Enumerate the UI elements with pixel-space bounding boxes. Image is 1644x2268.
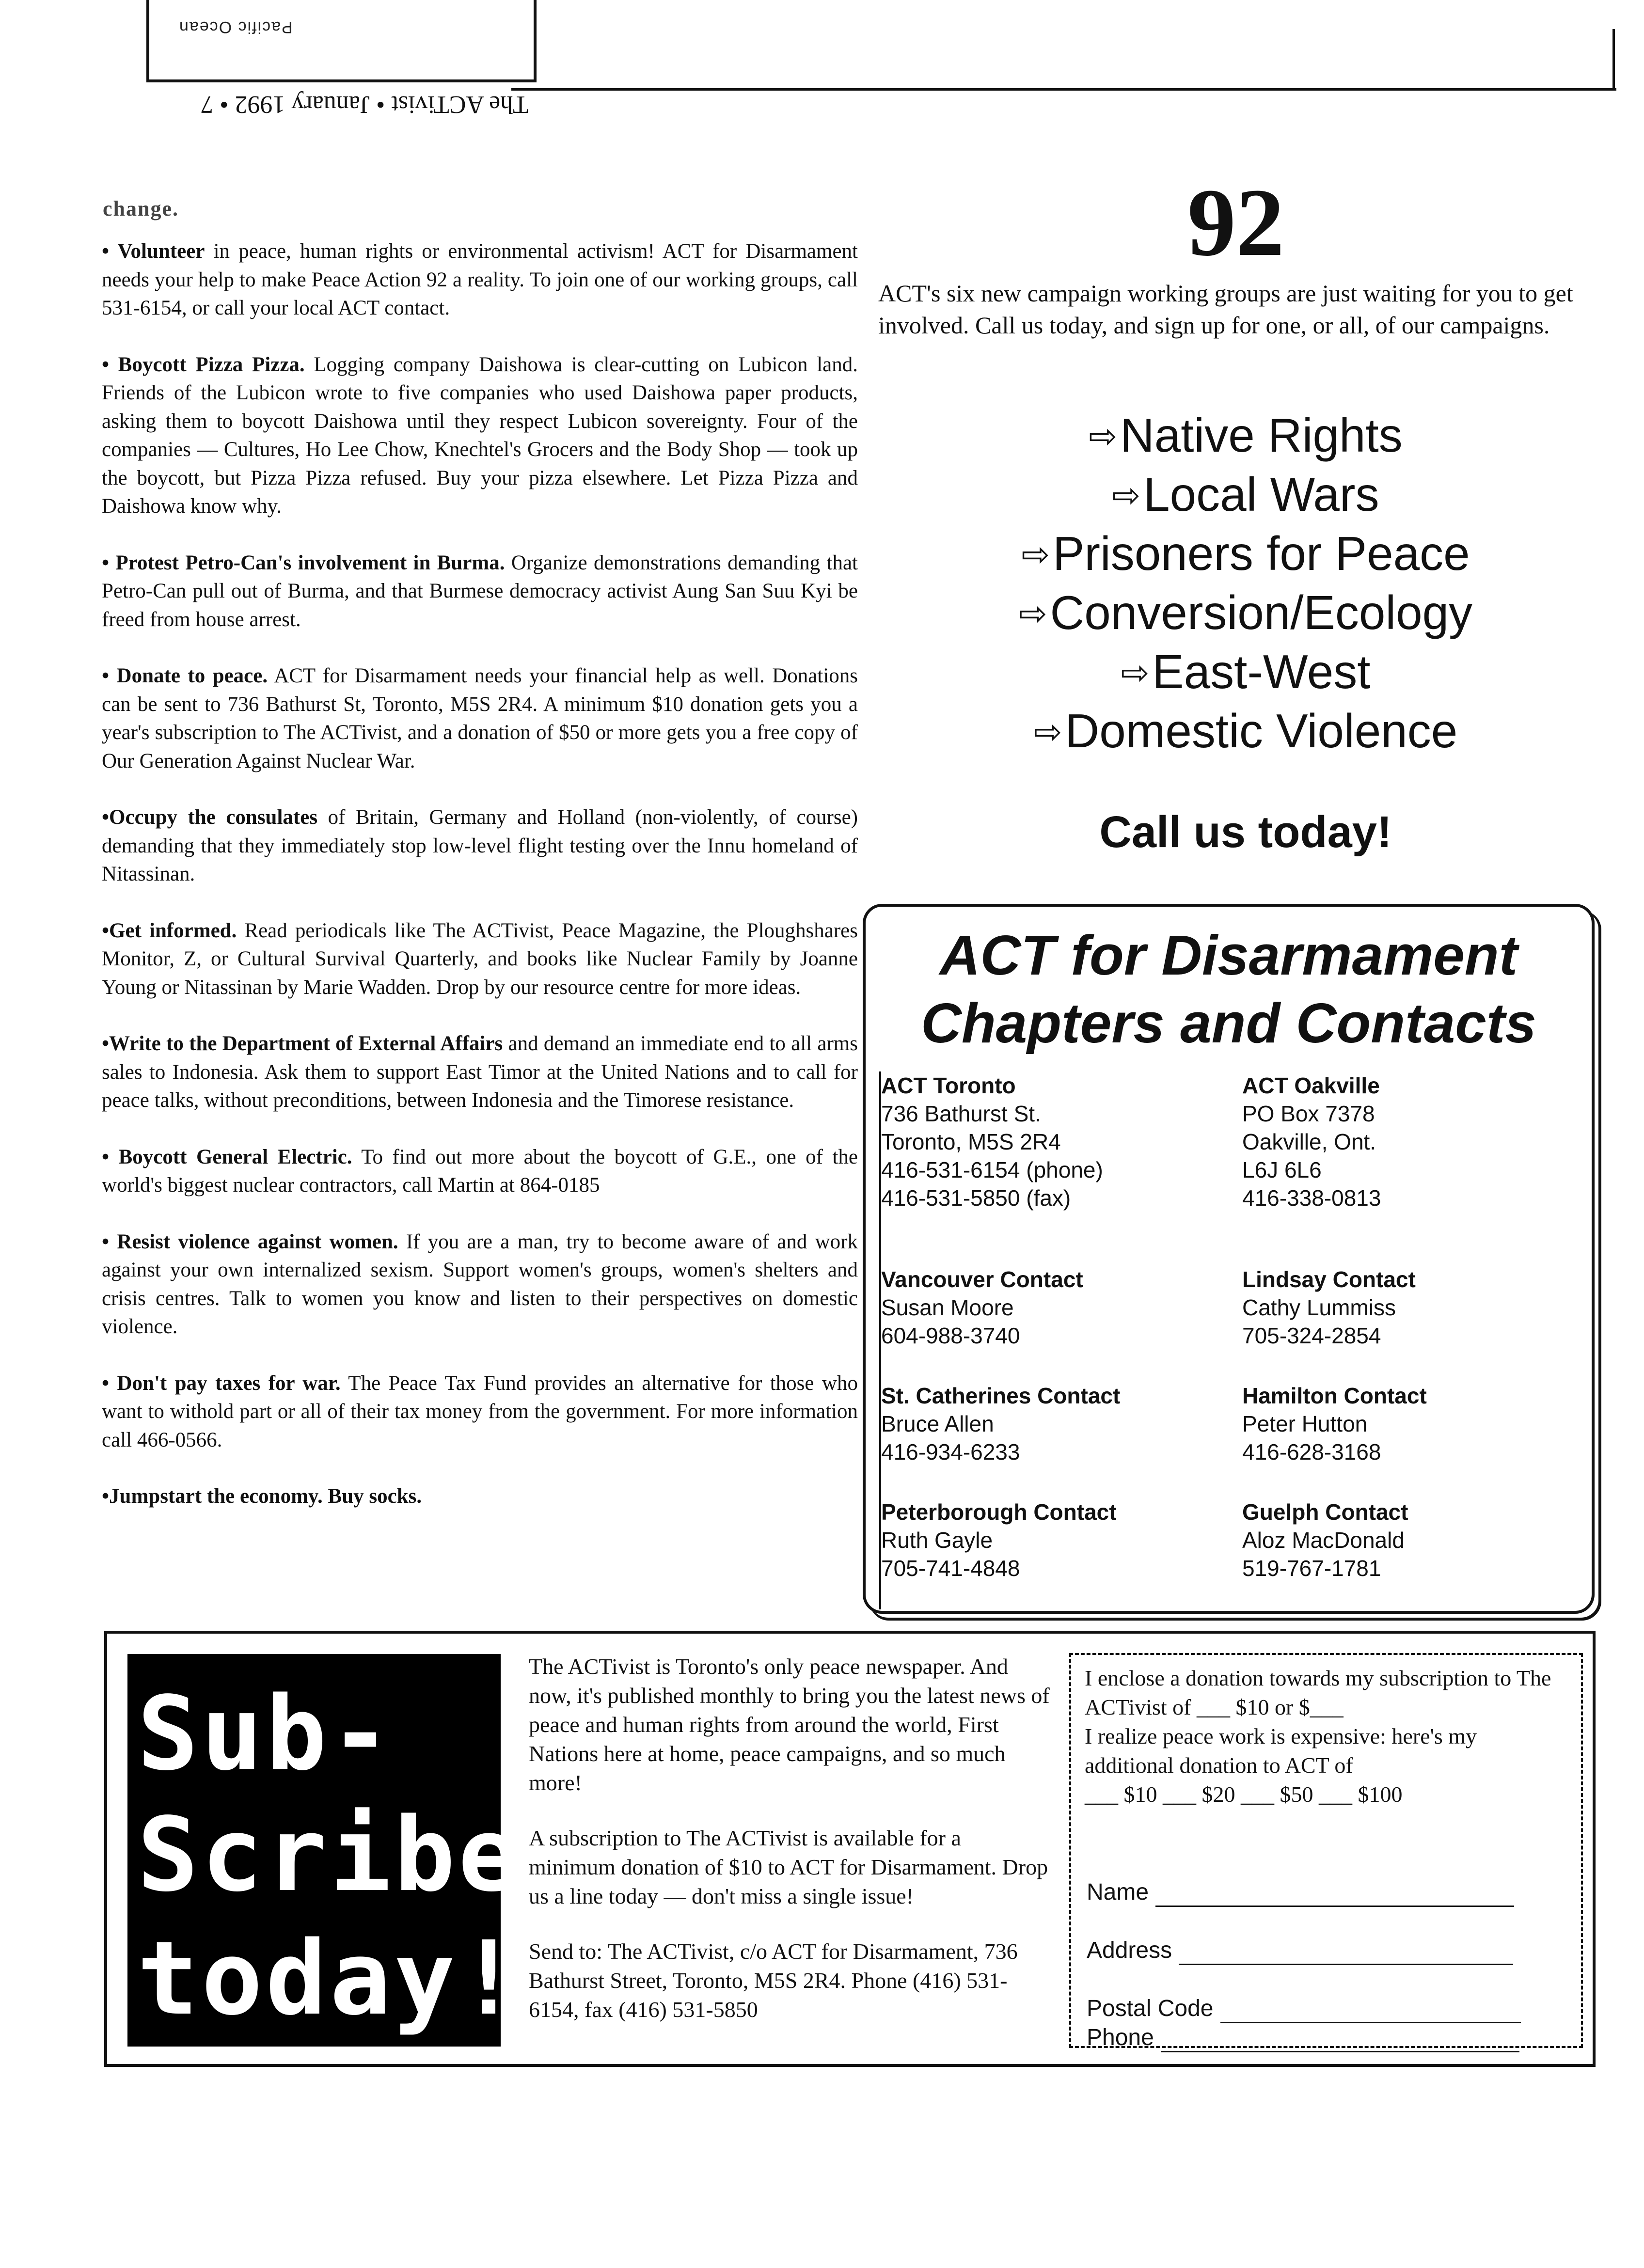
action-item: [102, 549, 858, 634]
action-item-heading: • Don't pay taxes for war.: [102, 1371, 341, 1395]
contact-name: St. Catherines Contact: [881, 1383, 1121, 1408]
form-name-row[interactable]: [1087, 1878, 1514, 1907]
arrow-right-icon: ⇨: [1089, 417, 1117, 455]
campaign-item: [882, 465, 1609, 524]
action-list: [102, 237, 858, 1539]
contact-entry: [1242, 1498, 1408, 1582]
contact-detail: Aloz MacDonald: [1242, 1528, 1405, 1553]
contact-entry: [881, 1265, 1083, 1350]
campaign-item: [882, 643, 1609, 702]
subscribe-send-to: Send to: The ACTivist, c/o ACT for Disarmament, 736 Bathurst Street, Toronto, M5S 2R4. Phone (416) 531-6154, fax (416) 531-5850: [529, 1939, 1018, 2022]
contact-entry: [1242, 1382, 1427, 1466]
action-item: [102, 351, 858, 521]
arrow-right-icon: ⇨: [1018, 595, 1047, 632]
contact-detail: 519-767-1781: [1242, 1556, 1381, 1581]
contact-detail: L6J 6L6: [1242, 1157, 1322, 1182]
contact-name: Lindsay Contact: [1242, 1267, 1416, 1292]
contact-detail: PO Box 7378: [1242, 1101, 1375, 1126]
campaign-item: [882, 702, 1609, 761]
form-postal-row[interactable]: [1087, 1994, 1521, 2023]
form-line-2: I realize peace work is expensive: here's my additional donation to ACT of: [1085, 1724, 1477, 1778]
form-line-1: I enclose a donation towards my subscription to The ACTivist of ___ $10 or $___: [1085, 1666, 1551, 1719]
action-item-heading: • Boycott General Electric.: [102, 1145, 352, 1168]
action-item: [102, 803, 858, 889]
form-phone-label: Phone: [1087, 2025, 1154, 2050]
contact-name: Hamilton Contact: [1242, 1383, 1427, 1408]
form-name-label: Name: [1087, 1879, 1149, 1905]
contact-detail: 416-628-3168: [1242, 1439, 1381, 1465]
subscribe-para-2: A subscription to The ACTivist is available for a minimum donation of $10 to ACT for Disarmament. Drop us a line today — don't miss a single issue!: [529, 1826, 1048, 1908]
action-item-heading: • Donate to peace.: [102, 664, 268, 687]
action-item-body: and demand an immediate end to all arms sales to Indonesia. Ask them to support East Timor at the United Nations and to call for peace talks, without preconditions, between Indonesia and the Timorese resistance.: [102, 1032, 858, 1112]
action-item-body: To find out more about the boycott of G.E., one of the world's biggest nuclear contractors, call Martin at 864-0185: [102, 1145, 858, 1197]
phone-field[interactable]: [1161, 2033, 1519, 2052]
big-number-92: 92: [1187, 169, 1284, 276]
top-right-rule: [1612, 29, 1615, 90]
contact-detail: Susan Moore: [881, 1295, 1014, 1320]
clipped-map-label: Pacific Ocean: [178, 18, 293, 36]
campaign-label: Domestic Violence: [1065, 704, 1458, 757]
form-phone-row[interactable]: [1087, 2023, 1519, 2052]
action-item-heading: •Write to the Department of External Affairs: [102, 1032, 503, 1055]
subscribe-graphic-line: Sub-: [137, 1674, 394, 1793]
contact-detail: 416-531-6154 (phone): [881, 1157, 1103, 1182]
campaign-label: Prisoners for Peace: [1053, 527, 1470, 580]
contact-detail: Toronto, M5S 2R4: [881, 1129, 1061, 1154]
postal-code-field[interactable]: [1220, 2004, 1521, 2023]
subscribe-para-1: The ACTivist is Toronto's only peace newspaper. And now, it's published monthly to bring you the latest news of peace and human rights from around the world, First Nations here at home, peace campaigns, and so much more!: [529, 1654, 1050, 1795]
contact-detail: Peter Hutton: [1242, 1411, 1368, 1436]
campaign-item: [882, 524, 1609, 583]
contact-entry: [881, 1382, 1120, 1466]
action-item-body: in peace, human rights or environmental activism! ACT for Disarmament needs your help to make Peace Action 92 a reality. To join one of our working groups, call 531-6154, or call your local ACT contact.: [102, 240, 858, 319]
subscribe-graphic: [127, 1654, 522, 2047]
action-item: [102, 1370, 858, 1455]
action-item-heading: • Volunteer: [102, 240, 205, 263]
arrow-right-icon: ⇨: [1112, 476, 1141, 514]
contact-detail: 416-934-6233: [881, 1439, 1020, 1465]
action-item-heading: • Resist violence against women.: [102, 1230, 398, 1253]
campaign-label: Conversion/Ecology: [1050, 586, 1473, 639]
contact-detail: 736 Bathurst St.: [881, 1101, 1041, 1126]
action-item: [102, 237, 858, 323]
header-rule: [511, 88, 1616, 91]
campaign-label: East-West: [1152, 645, 1371, 698]
action-item-body: of Britain, Germany and Holland (non-violently, of course) demanding that they immediately stop low-level flight testing over the Innu homeland of Nitassinan.: [102, 806, 858, 885]
contact-name: Guelph Contact: [1242, 1499, 1408, 1525]
call-us-today: Call us today!: [1099, 807, 1392, 857]
contact-name: ACT Toronto: [881, 1073, 1016, 1098]
contacts-title: [866, 921, 1592, 1057]
campaign-item: [882, 406, 1609, 465]
cut-off-word: change.: [103, 197, 179, 220]
form-amounts[interactable]: ___ $10 ___ $20 ___ $50 ___ $100: [1085, 1782, 1403, 1807]
action-item-heading: •Get informed.: [102, 919, 237, 942]
action-item-body: Read periodicals like The ACTivist, Peace Magazine, the Ploughshares Monitor, Z, or Cultural Survival Quarterly, and books like Nuclear Family by Joanne Young or Nitassinan by Marie Wadden. Drop by our resource centre for more ideas.: [102, 919, 858, 999]
contact-detail: Bruce Allen: [881, 1411, 994, 1436]
subscribe-box: [104, 1631, 1596, 2067]
action-item-heading: •Jumpstart the economy. Buy socks.: [102, 1485, 422, 1508]
contact-entry: [881, 1071, 1103, 1212]
campaigns-intro: ACT's six new campaign working groups are just waiting for you to get involved. Call us today, and sign up for one, or all, of our campaigns.: [878, 280, 1573, 339]
contacts-grid: [879, 1071, 1582, 1609]
action-item-body: ACT for Disarmament needs your financial help as well. Donations can be sent to 736 Bathurst St, Toronto, M5S 2R4. A minimum $10 donation gets you a year's subscription to The ACTivist, and a donation of $50 or more gets you a free copy of Our Generation Against Nuclear War.: [102, 664, 858, 772]
action-item: [102, 1228, 858, 1341]
arrow-right-icon: ⇨: [1021, 536, 1050, 573]
campaign-item: [882, 583, 1609, 643]
action-item-body: The Peace Tax Fund provides an alternative for those who want to withold part or all of their tax money from the government. For more information call 466-0566.: [102, 1371, 858, 1451]
action-item: [102, 1482, 858, 1511]
contacts-box: [863, 904, 1595, 1614]
campaign-label: Native Rights: [1120, 409, 1403, 462]
arrow-right-icon: ⇨: [1033, 713, 1062, 751]
contact-detail: 604-988-3740: [881, 1323, 1020, 1348]
subscribe-graphic-line: Scribe: [137, 1796, 522, 1914]
address-field[interactable]: [1179, 1946, 1513, 1965]
contact-entry: [1242, 1071, 1381, 1212]
contact-entry: [1242, 1265, 1416, 1350]
contact-detail: Oakville, Ont.: [1242, 1129, 1376, 1154]
arrow-right-icon: ⇨: [1121, 654, 1150, 692]
contact-name: ACT Oakville: [1242, 1073, 1380, 1098]
form-address-label: Address: [1087, 1937, 1172, 1963]
contact-name: Vancouver Contact: [881, 1267, 1083, 1292]
contact-name: Peterborough Contact: [881, 1499, 1117, 1525]
contact-entry: [881, 1498, 1117, 1582]
action-item-heading: • Boycott Pizza Pizza.: [102, 353, 305, 376]
campaign-label: Local Wars: [1143, 468, 1379, 521]
contact-detail: 416-338-0813: [1242, 1185, 1381, 1211]
action-item-body: Logging company Daishowa is clear-cutting on Lubicon land. Friends of the Lubicon wrote to five companies who used Daishowa paper products, asking them to boycott Daishowa until they respect Lubicon sovereignty. Four of the companies — Cultures, Ho Lee Chow, Knechtel's Grocers and the Body Shop — took up the boycott, but Pizza Pizza refused. Buy your pizza elsewhere. Let Pizza Pizza and Daishowa know why.: [102, 353, 858, 518]
contact-detail: 705-741-4848: [881, 1556, 1020, 1581]
contact-detail: Ruth Gayle: [881, 1528, 993, 1553]
contact-detail: Cathy Lummiss: [1242, 1295, 1396, 1320]
action-item: [102, 1143, 858, 1200]
subscribe-text: [529, 1652, 1052, 2050]
clipped-map-box: [146, 0, 537, 82]
form-address-row[interactable]: [1087, 1936, 1513, 1965]
contacts-title-line2: Chapters and Contacts: [921, 992, 1536, 1055]
action-item-body: Organize demonstrations demanding that Petro-Can pull out of Burma, and that Burmese democracy activist Aung San Suu Kyi be freed from house arrest.: [102, 551, 858, 631]
name-field[interactable]: [1155, 1888, 1514, 1907]
running-header-upside-down: The ACTivist • January 1992 • 7: [201, 91, 528, 118]
form-postal-label: Postal Code: [1087, 1996, 1214, 2021]
contact-detail: 705-324-2854: [1242, 1323, 1381, 1348]
action-item: [102, 662, 858, 775]
contact-detail: 416-531-5850 (fax): [881, 1185, 1071, 1211]
action-item: [102, 1030, 858, 1115]
action-item: [102, 917, 858, 1002]
contacts-title-line1: ACT for Disarmament: [939, 924, 1518, 987]
action-item-heading: • Protest Petro-Can's involvement in Burma.: [102, 551, 505, 574]
action-item-heading: •Occupy the consulates: [102, 806, 318, 829]
action-item-body: If you are a man, try to become aware of and work against your own internalized sexism. Support women's groups, women's shelters and crisis centres. Talk to women you know and listen to their perspectives on domestic violence.: [102, 1230, 858, 1338]
campaign-list: [882, 406, 1609, 761]
donation-form: [1069, 1653, 1583, 2048]
subscribe-graphic-line: today!: [137, 1919, 522, 2038]
